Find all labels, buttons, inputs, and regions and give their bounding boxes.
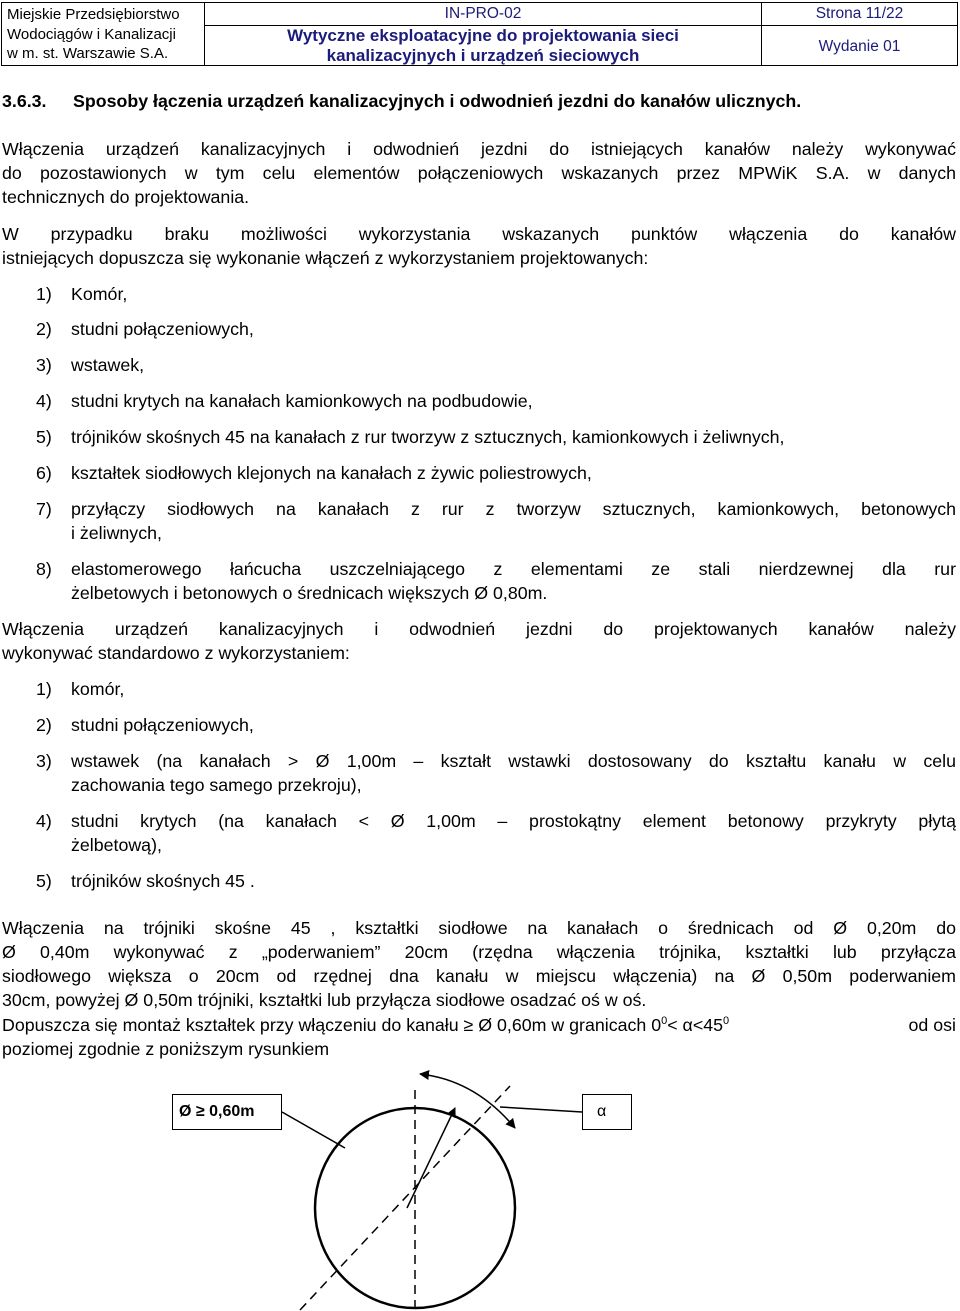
list-item-number: 4) — [36, 391, 52, 411]
para2-line2: istniejących dopuszcza się wykonanie włączeń z wykorzystaniem projektowanych: — [2, 248, 649, 268]
doc-number: IN-PRO-02 — [444, 5, 522, 22]
diameter-leader — [282, 1112, 345, 1148]
list-item: kształtek siodłowych klejonych na kanałach z żywic poliestrowych, — [71, 463, 592, 483]
para2-line1: W przypadku braku możliwości wykorzystania wskazanych punktów włączenia do kanałów — [2, 224, 956, 244]
list-item-number: 2) — [36, 715, 52, 735]
section-number: 3.6.3. — [2, 91, 47, 111]
para4-line1: Włączenia na trójniki skośne 45 , kształtki siodłowe na kanałach o średnicach od Ø 0,20m do — [2, 918, 956, 938]
para3-line1: Włączenia urządzeń kanalizacyjnych i odwodnień jezdni do projektowanych kanałów należy — [2, 619, 956, 639]
list-item: trójników skośnych 45 na kanałach z rur tworzyw z sztucznych, kamionkowych i żeliwnych, — [71, 427, 785, 447]
superscript: 0 — [723, 1015, 730, 1028]
para1-line2: do pozostawionych w tym celu elementów połączeniowych wskazanych przez MPWiK S.A. w danych — [2, 163, 956, 183]
list-item: wstawek (na kanałach > Ø 1,00m – kształt wstawki dostosowany do kształtu kanału w celu — [71, 751, 956, 771]
angle-leader — [500, 1107, 582, 1112]
list-item: Komór, — [71, 284, 128, 304]
diameter-label: Ø ≥ 0,60m — [179, 1103, 255, 1120]
org-name-line1: Miejskie Przedsiębiorstwo — [7, 6, 180, 23]
para3-line2: wykonywać standardowo z wykorzystaniem: — [2, 643, 350, 663]
list-item-continuation: żelbetową), — [71, 835, 162, 855]
page-number: Strona 11/22 — [815, 5, 904, 22]
list-item-number: 7) — [36, 499, 52, 519]
list-item-number: 3) — [36, 355, 52, 375]
org-name-line2: Wodociągów i Kanalizacji — [7, 26, 176, 43]
para4-line4: 30cm, powyżej Ø 0,50m trójniki, kształtki lub przyłącza siodłowe osadzać oś w oś. — [2, 990, 647, 1010]
list-item-number: 8) — [36, 559, 52, 579]
para5-line2: poziomej zgodnie z poniższym rysunkiem — [2, 1039, 330, 1059]
list-item: studni krytych na kanałach kamionkowych na podbudowie, — [71, 391, 533, 411]
angle-label: α — [597, 1103, 607, 1120]
list-item-continuation: żelbetowych i betonowych o średnicach większych Ø 0,80m. — [71, 583, 548, 603]
list-item: komór, — [71, 679, 125, 699]
list-item-number: 1) — [36, 284, 52, 304]
list-item: studni krytych (na kanałach < Ø 1,00m – prostokątny element betonowy przykryty płytą — [71, 811, 956, 831]
para1-line3: technicznych do projektowania. — [2, 187, 250, 207]
para5-text: < α<45 — [667, 1015, 723, 1035]
list-item: elastomerowego łańcucha uszczelniającego z elementami ze stali nierdzewnej dla rur — [71, 559, 956, 579]
doc-title-line2: kanalizacyjnych i urządzeń sieciowych — [326, 46, 640, 65]
angle-arc — [420, 1074, 515, 1128]
section-title: Sposoby łączenia urządzeń kanalizacyjnych i odwodnień jezdni do kanałów ulicznych. — [73, 91, 802, 111]
superscript: 0 — [661, 1015, 668, 1028]
edition: Wydanie 01 — [818, 38, 901, 55]
list-item-number: 6) — [36, 463, 52, 483]
list-item-continuation: i żeliwnych, — [71, 523, 162, 543]
list-item-number: 3) — [36, 751, 52, 771]
list-item: studni połączeniowych, — [71, 715, 254, 735]
list-item-number: 5) — [36, 427, 52, 447]
list-item-number: 5) — [36, 871, 52, 891]
list-item-number: 2) — [36, 319, 52, 339]
para4-line3: siodłowego większa o 20cm od rzędnej dna kanału w miejscu włączenia) na Ø 0,50m poderwaniem — [2, 966, 956, 986]
list-item: przyłączy siodłowych na kanałach z rur z tworzyw sztucznych, kamionkowych, betonowych — [71, 499, 956, 519]
para1-line1: Włączenia urządzeń kanalizacyjnych i odwodnień jezdni do istniejących kanałów należy wykonywać — [2, 139, 956, 159]
doc-title-line1: Wytyczne eksploatacyjne do projektowania sieci — [287, 26, 679, 45]
list-item-number: 4) — [36, 811, 52, 831]
list-item: studni połączeniowych, — [71, 319, 254, 339]
diagonal-axis — [300, 1086, 510, 1310]
list-item-continuation: zachowania tego samego przekroju), — [71, 775, 362, 795]
para5-text-c: od osi — [908, 1015, 956, 1035]
list-item-number: 1) — [36, 679, 52, 699]
para5-text: Dopuszcza się montaż kształtek przy włączeniu do kanału ≥ Ø 0,60m w granicach 0 — [2, 1015, 662, 1035]
list-item: wstawek, — [71, 355, 145, 375]
para4-line2: Ø 0,40m wykonywać z „poderwaniem” 20cm (rzędna włączenia trójnika, kształtki lub przyłącza — [2, 942, 956, 962]
org-name-line3: w m. st. Warszawie S.A. — [7, 45, 169, 62]
list-item: trójników skośnych 45 . — [71, 871, 255, 891]
connection-arrow — [407, 1108, 455, 1208]
